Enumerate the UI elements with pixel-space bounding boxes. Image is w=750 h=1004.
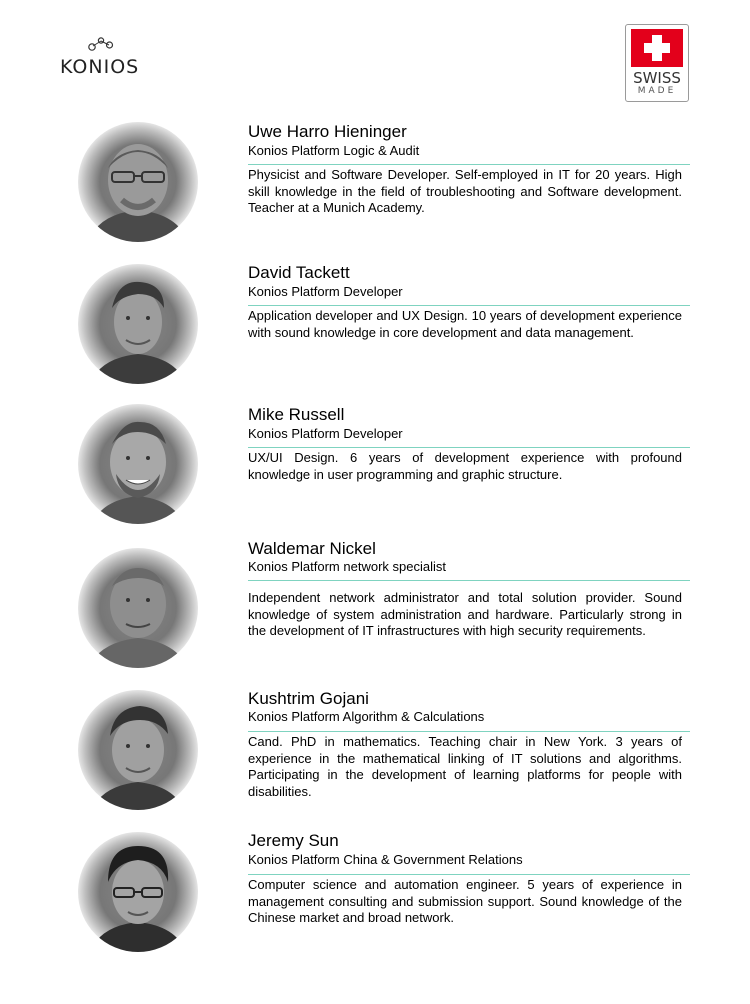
badge-line2: MADE: [637, 86, 677, 96]
member-name: Kushtrim Gojani: [248, 689, 369, 708]
member-bio: UX/UI Design. 6 years of development experience with profound knowledge in user programming and graphic structure.: [248, 450, 682, 482]
divider: [248, 305, 690, 306]
divider: [248, 731, 690, 732]
badge-line1: SWISS: [633, 69, 681, 87]
avatar: [78, 122, 198, 242]
logo-molecule-icon: [86, 36, 120, 52]
divider: [248, 874, 690, 875]
divider: [248, 580, 690, 581]
member-name: Jeremy Sun: [248, 831, 339, 850]
swiss-made-badge: [625, 24, 689, 102]
avatar: [78, 404, 198, 524]
member-role: Konios Platform Developer: [248, 284, 403, 299]
member-role: Konios Platform Algorithm & Calculations: [248, 709, 485, 724]
avatar: [78, 264, 198, 384]
avatar: [78, 690, 198, 810]
member-bio: Application developer and UX Design. 10 years of development experience with sound knowledge in core development and data management.: [248, 308, 682, 340]
member-role: Konios Platform Logic & Audit: [248, 143, 420, 158]
member-role: Konios Platform Developer: [248, 426, 403, 441]
member-role: Konios Platform network specialist: [248, 559, 446, 574]
member-bio: Computer science and automation engineer. 5 years of experience in management consulting and submission support. Sound knowledge of the Chinese market and broad network.: [248, 877, 682, 925]
divider: [248, 164, 690, 165]
member-bio: Independent network administrator and total solution provider. Sound knowledge of system administration and hardware. Particularly strong in the development of IT infrastructures with high security requirements.: [248, 590, 682, 638]
avatar: [78, 832, 198, 952]
divider: [248, 447, 690, 448]
member-bio: Cand. PhD in mathematics. Teaching chair in New York. 3 years of experience in the mathematical linking of IT solutions and algorithms. Participating in the development of learning platforms for people with disabilities.: [248, 734, 682, 799]
swiss-flag-icon: [631, 29, 683, 67]
member-role: Konios Platform China & Government Relations: [248, 852, 523, 867]
konios-logo: [60, 36, 140, 80]
avatar: [78, 548, 198, 668]
member-name: David Tackett: [248, 263, 350, 282]
logo-text: KONIOS: [60, 56, 140, 78]
member-name: Mike Russell: [248, 405, 345, 424]
member-name: Waldemar Nickel: [248, 539, 376, 558]
member-bio: Physicist and Software Developer. Self-employed in IT for 20 years. High skill knowledge in the field of troubleshooting and Software development. Teacher at a Munich Academy.: [248, 167, 682, 215]
member-name: Uwe Harro Hieninger: [248, 122, 407, 141]
